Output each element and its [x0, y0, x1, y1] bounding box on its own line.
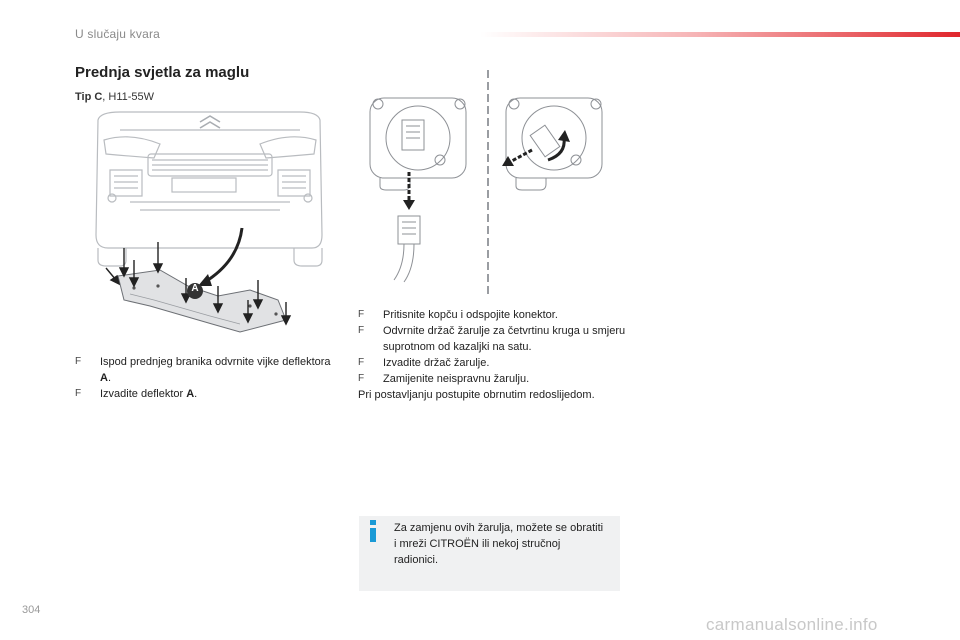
bulb-replacement-steps	[358, 307, 628, 387]
deflector-removal-steps	[75, 354, 335, 402]
step-end: .	[107, 372, 112, 384]
deflector-callout-label: A	[191, 283, 199, 294]
step-text: Izvadite držač žarulje.	[383, 357, 490, 369]
bulb-type	[75, 91, 154, 103]
fog-lamp-illustration	[360, 68, 610, 298]
step-text: Odvrnite držač žarulje za četvrtinu kruga u smjeru suprotnom od kazaljki na satu.	[383, 325, 626, 353]
step-marker: F	[358, 309, 365, 320]
info-text: Za zamjenu ovih žarulja, možete se obratiti i mreži CITROËN ili nekoj stručnoj radionici.	[394, 522, 604, 566]
step-ref: A	[186, 388, 195, 400]
bulb-type-label: Tip C	[75, 91, 103, 103]
step-text: Ispod prednjeg branika odvrnite vijke deflektora	[100, 356, 331, 368]
step-marker: F	[358, 373, 365, 384]
section-title: Prednja svjetla za maglu	[75, 64, 250, 81]
reassembly-note: Pri postavljanju postupite obrnutim redoslijedom.	[358, 389, 595, 401]
step-marker: F	[75, 388, 82, 399]
step-ref: A	[100, 372, 108, 384]
list-item	[358, 307, 628, 323]
header-accent-bar	[480, 32, 960, 37]
list-item	[358, 355, 628, 371]
bumper-deflector-illustration	[90, 110, 330, 340]
step-text: Pritisnite kopču i odspojite konektor.	[383, 309, 558, 321]
info-icon	[367, 520, 379, 542]
step-marker: F	[358, 325, 365, 336]
bulb-type-value: , H11-55W	[102, 91, 155, 103]
list-item	[358, 323, 628, 355]
list-item	[358, 371, 628, 387]
list-item	[75, 386, 335, 402]
page-number: 304	[22, 604, 41, 616]
step-marker: F	[358, 357, 365, 368]
list-item	[75, 354, 335, 386]
step-text: Izvadite deflektor	[100, 388, 187, 400]
step-text: Zamijenite neispravnu žarulju.	[383, 373, 530, 385]
step-marker: F	[75, 356, 82, 367]
watermark: carmanualsonline.info	[706, 615, 878, 634]
chapter-title: U slučaju kvara	[75, 27, 161, 41]
step-end: .	[194, 388, 198, 400]
